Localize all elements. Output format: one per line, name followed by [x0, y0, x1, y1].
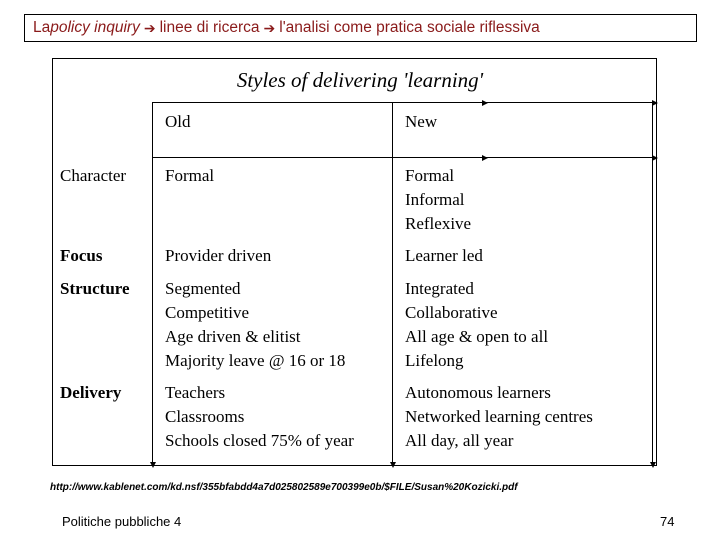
rule-left: [152, 102, 153, 462]
arrowhead-icon: [150, 462, 156, 468]
slide-title: Styles of delivering 'learning': [236, 68, 484, 92]
row-label-focus: Focus: [60, 246, 103, 265]
header-text-policy-inquiry: policy inquiry: [50, 19, 140, 36]
arrowhead-icon: [482, 155, 488, 161]
cell-old: Age driven & elitist: [165, 327, 301, 346]
column-header-new: New: [405, 112, 438, 131]
arrow-right-icon: ➔: [143, 19, 156, 36]
cell-new: Collaborative: [405, 303, 498, 322]
rule-header-right: [392, 157, 652, 158]
cell-new: Informal: [405, 190, 465, 209]
cell-new: Autonomous learners: [405, 383, 551, 402]
arrowhead-icon: [650, 462, 656, 468]
cell-old: Schools closed 75% of year: [165, 431, 354, 450]
rule-middle: [392, 102, 393, 462]
row-label-delivery: Delivery: [60, 383, 122, 402]
cell-new: Formal: [405, 166, 455, 185]
cell-old: Competitive: [165, 303, 250, 322]
slide-header: [24, 14, 697, 42]
arrow-right-icon: ➔: [263, 19, 276, 36]
cell-old: Classrooms: [165, 407, 245, 426]
page-number: 74: [660, 514, 675, 529]
header-text-analisi: l'analisi come pratica sociale riflessiva: [279, 19, 540, 36]
cell-old: Teachers: [165, 383, 226, 402]
header-text-linee: linee di ricerca: [159, 19, 260, 36]
cell-old: Majority leave @ 16 or 18: [165, 351, 346, 370]
header-text-prefix: La: [33, 19, 51, 36]
arrowhead-icon: [652, 155, 658, 161]
arrowhead-icon: [652, 100, 658, 106]
cell-new: Networked learning centres: [405, 407, 593, 426]
cell-old: Provider driven: [165, 246, 272, 265]
source-link[interactable]: http://www.kablenet.com/kd.nsf/355bfabdd4a7d025802589e700399e0b/$FILE/Susan%20Kozicki.pdf: [50, 482, 518, 493]
cell-new: Learner led: [405, 246, 483, 265]
arrowhead-icon: [482, 100, 488, 106]
row-label-character: Character: [60, 166, 127, 185]
cell-old: Segmented: [165, 279, 241, 298]
cell-new: Lifelong: [405, 351, 464, 370]
rule-top-right: [392, 102, 652, 103]
cell-new: All day, all year: [405, 431, 514, 450]
row-label-structure: Structure: [60, 279, 130, 298]
cell-new: Reflexive: [405, 214, 472, 233]
cell-old: Formal: [165, 166, 215, 185]
arrowhead-icon: [390, 462, 396, 468]
cell-new: All age & open to all: [405, 327, 549, 346]
column-header-old: Old: [165, 112, 191, 131]
cell-new: Integrated: [405, 279, 474, 298]
footer-course-title: Politiche pubbliche 4: [62, 514, 182, 529]
